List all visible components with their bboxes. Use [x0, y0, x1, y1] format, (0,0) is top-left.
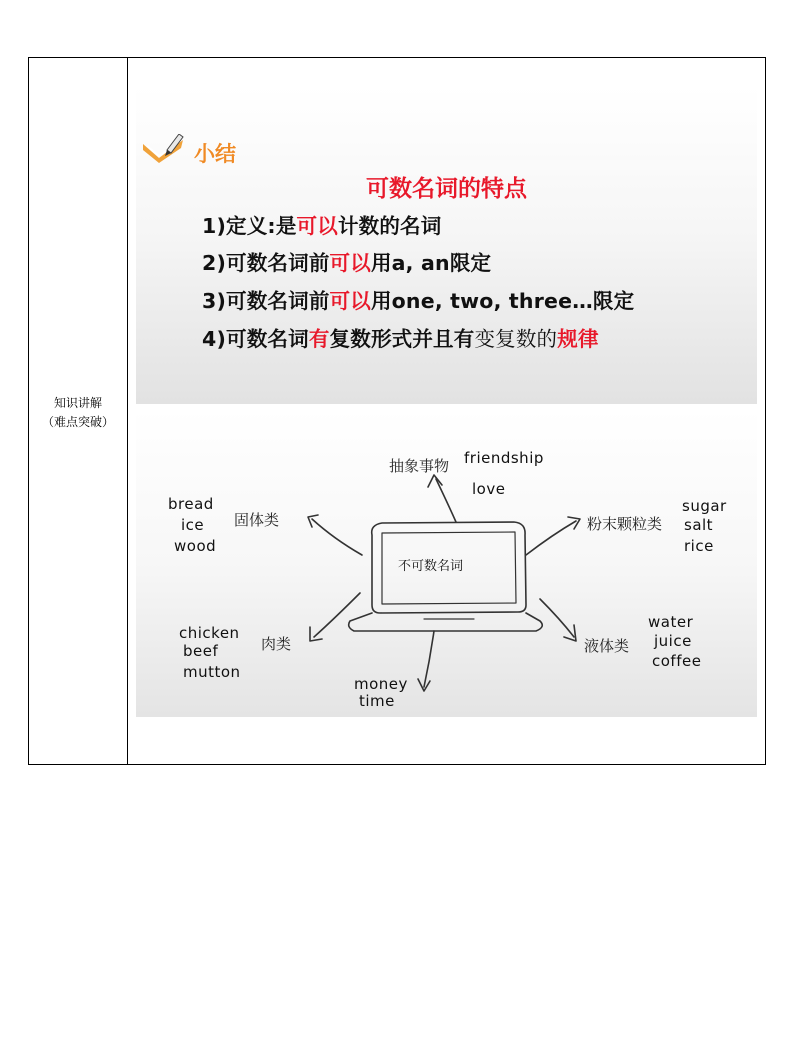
point-3-highlight: 可以	[329, 289, 371, 313]
word-juice: juice	[654, 632, 692, 650]
arrow-other	[424, 631, 434, 687]
point-2-text-c: 用a, an限定	[370, 251, 492, 275]
row-label-line1: 知识讲解	[53, 396, 102, 410]
arrow-solid	[312, 519, 362, 555]
arrow-powder	[526, 521, 576, 555]
word-money: money	[354, 675, 408, 693]
point-1-text-a: 1)定义:是	[202, 214, 297, 238]
point-3	[202, 284, 634, 314]
point-4-text-c: 复数形式并且有	[329, 327, 475, 351]
point-4-text-a: 4)可数名词	[202, 327, 309, 351]
point-4-text-d: 变复数的	[474, 327, 558, 351]
point-3-text-c: 用one, two, three…限定	[370, 289, 635, 313]
category-liquid: 液体类	[584, 637, 630, 655]
point-1-highlight: 可以	[296, 214, 338, 238]
word-coffee: coffee	[652, 652, 702, 670]
word-rice: rice	[684, 537, 714, 555]
point-4-highlight: 有	[308, 327, 330, 351]
pencil-notebook-icon	[141, 134, 185, 164]
point-2-text-a: 2)可数名词前	[202, 251, 330, 275]
point-2	[202, 246, 491, 276]
word-beef: beef	[183, 642, 219, 660]
category-meat: 肉类	[261, 635, 292, 653]
point-3-text-a: 3)可数名词前	[202, 289, 330, 313]
word-friendship: friendship	[464, 449, 544, 467]
word-sugar: sugar	[682, 497, 727, 515]
point-4	[202, 322, 599, 352]
point-4-highlight-2: 规律	[557, 327, 599, 351]
diagram-slide	[136, 409, 757, 717]
word-water: water	[648, 613, 694, 631]
point-1-text-c: 计数的名词	[337, 214, 442, 238]
category-powder: 粉末颗粒类	[587, 515, 663, 533]
row-label-line2: （难点突破）	[41, 415, 114, 429]
row-label	[29, 394, 127, 432]
arrow-liquid	[540, 599, 574, 637]
arrow-abstract	[436, 479, 456, 522]
point-2-highlight: 可以	[329, 251, 371, 275]
word-time: time	[359, 692, 395, 710]
word-salt: salt	[684, 516, 714, 534]
word-mutton: mutton	[183, 663, 241, 681]
row-label-cell	[29, 58, 128, 764]
word-love: love	[472, 480, 506, 498]
summary-title: 可数名词的特点	[366, 176, 527, 202]
category-solid: 固体类	[234, 511, 280, 529]
category-abstract: 抽象事物	[389, 457, 450, 475]
word-bread: bread	[168, 495, 214, 513]
section-label: 小结	[194, 142, 236, 166]
center-label: 不可数名词	[398, 559, 464, 574]
point-1	[202, 209, 441, 239]
word-ice: ice	[181, 516, 205, 534]
word-chicken: chicken	[179, 624, 240, 642]
summary-slide	[136, 86, 757, 404]
word-wood: wood	[174, 537, 217, 555]
